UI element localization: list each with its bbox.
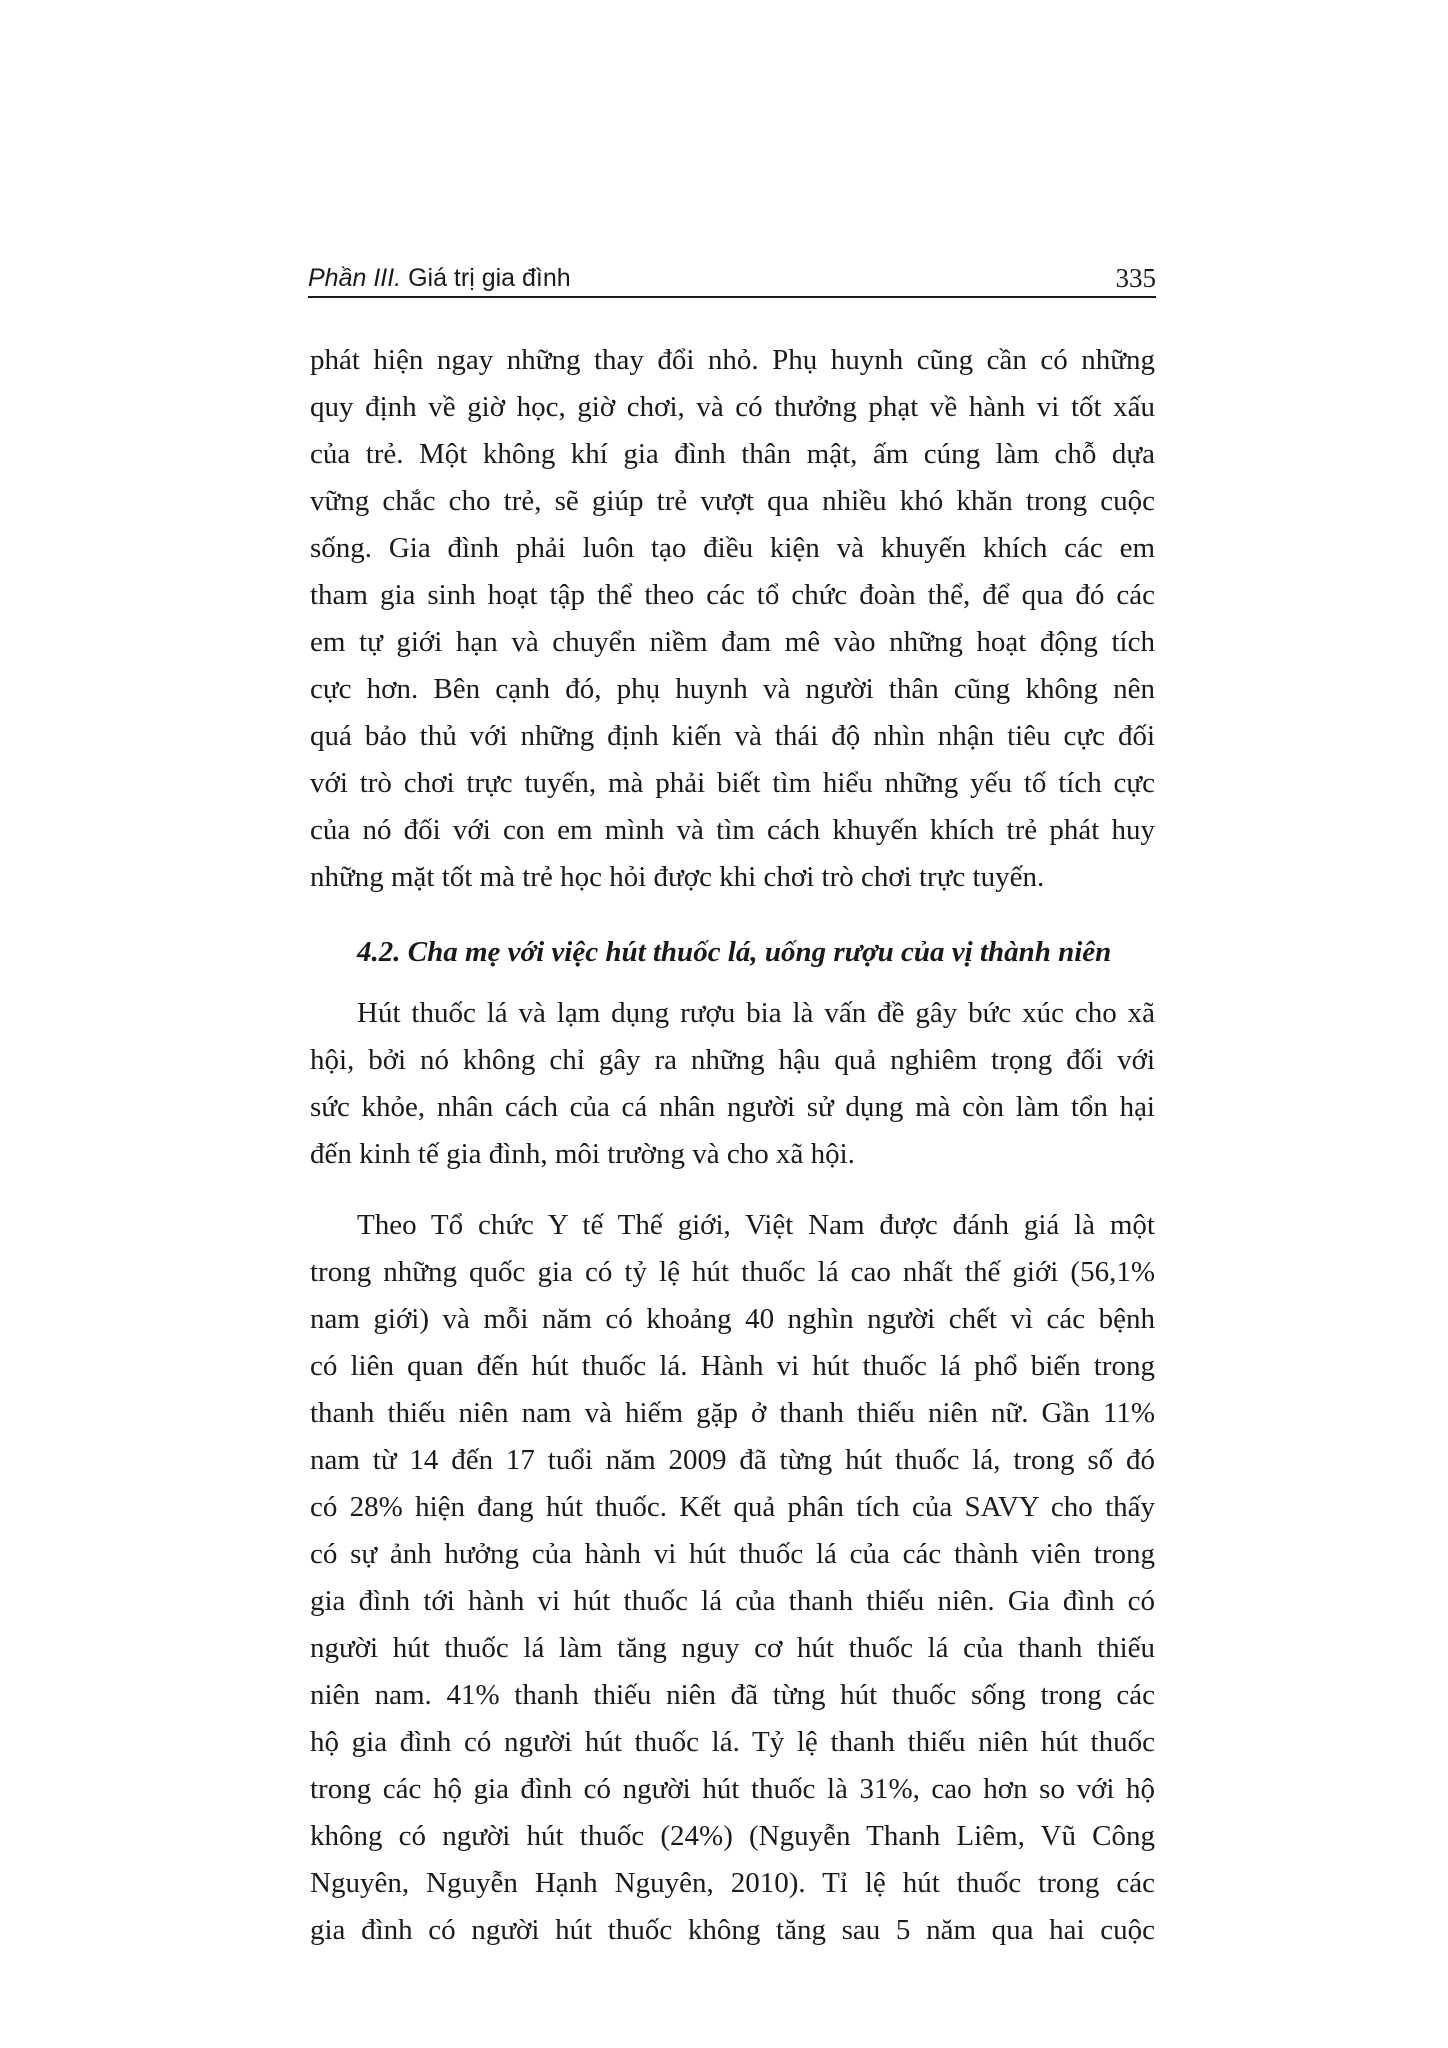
text-line: có sự ảnh hưởng của hành vi hút thuốc lá của các thành viên trong (310, 1538, 1155, 1570)
text-line: hộ gia đình có người hút thuốc lá. Tỷ lệ thanh thiếu niên hút thuốc (310, 1726, 1155, 1758)
paragraph-3 (310, 1202, 1155, 1954)
paragraph-gap (310, 901, 1155, 929)
paragraph-gap (310, 976, 1155, 990)
body-text (310, 337, 1155, 1954)
text-line: quy định về giờ học, giờ chơi, và có thưởng phạt về hành vi tốt xấu (310, 391, 1155, 423)
text-line: sống. Gia đình phải luôn tạo điều kiện và khuyến khích các em (310, 532, 1155, 564)
paragraph-1 (310, 337, 1155, 901)
section-heading: 4.2. Cha mẹ với việc hút thuốc lá, uống rượu của vị thành niên (357, 936, 1112, 968)
text-line: em tự giới hạn và chuyển niềm đam mê vào những hoạt động tích (310, 626, 1155, 658)
text-line: vững chắc cho trẻ, sẽ giúp trẻ vượt qua nhiều khó khăn trong cuộc (310, 485, 1155, 517)
text-line: cực hơn. Bên cạnh đó, phụ huynh và người thân cũng không nên (310, 673, 1155, 705)
text-line: Nguyên, Nguyễn Hạnh Nguyên, 2010). Tỉ lệ hút thuốc trong các (310, 1867, 1155, 1899)
text-line: với trò chơi trực tuyến, mà phải biết tìm hiểu những yếu tố tích cực (310, 767, 1155, 799)
text-line: không có người hút thuốc (24%) (Nguyễn Thanh Liêm, Vũ Công (310, 1820, 1155, 1852)
text-line: Hút thuốc lá và lạm dụng rượu bia là vấn đề gây bức xúc cho xã (357, 997, 1155, 1029)
text-line: có 28% hiện đang hút thuốc. Kết quả phân tích của SAVY cho thấy (310, 1491, 1155, 1523)
text-line: đến kinh tế gia đình, môi trường và cho xã hội. (310, 1138, 855, 1170)
text-line: tham gia sinh hoạt tập thể theo các tổ chức đoàn thể, để qua đó các (310, 579, 1155, 611)
text-line: có liên quan đến hút thuốc lá. Hành vi hút thuốc lá phổ biến trong (310, 1350, 1155, 1382)
page-number: 335 (1115, 263, 1156, 293)
text-line: nam giới) và mỗi năm có khoảng 40 nghìn người chết vì các bệnh (310, 1303, 1155, 1335)
text-line: trong những quốc gia có tỷ lệ hút thuốc lá cao nhất thế giới (56,1% (310, 1256, 1155, 1288)
text-line: phát hiện ngay những thay đổi nhỏ. Phụ huynh cũng cần có những (310, 344, 1155, 376)
header-section-title: Giá trị gia đình (408, 264, 571, 292)
header-section-label (308, 262, 571, 294)
paragraph-gap (310, 1178, 1155, 1202)
header-rule (308, 296, 1156, 298)
text-line: thanh thiếu niên nam và hiếm gặp ở thanh thiếu niên nữ. Gần 11% (310, 1397, 1155, 1429)
text-line: Theo Tổ chức Y tế Thế giới, Việt Nam được đánh giá là một (357, 1209, 1155, 1241)
paragraph-2 (310, 990, 1155, 1178)
text-line: gia đình có người hút thuốc không tăng sau 5 năm qua hai cuộc (310, 1914, 1155, 1946)
text-line: hội, bởi nó không chỉ gây ra những hậu quả nghiêm trọng đối với (310, 1044, 1155, 1076)
text-line: sức khỏe, nhân cách của cá nhân người sử dụng mà còn làm tổn hại (310, 1091, 1155, 1123)
text-line: của trẻ. Một không khí gia đình thân mật, ấm cúng làm chỗ dựa (310, 438, 1155, 470)
text-line: người hút thuốc lá làm tăng nguy cơ hút thuốc lá của thanh thiếu (310, 1632, 1155, 1664)
text-line: trong các hộ gia đình có người hút thuốc là 31%, cao hơn so với hộ (310, 1773, 1155, 1805)
text-line: gia đình tới hành vi hút thuốc lá của thanh thiếu niên. Gia đình có (310, 1585, 1155, 1617)
text-line: niên nam. 41% thanh thiếu niên đã từng hút thuốc sống trong các (310, 1679, 1155, 1711)
text-line: của nó đối với con em mình và tìm cách khuyến khích trẻ phát huy (310, 814, 1155, 846)
header-part-label: Phần III. (308, 264, 402, 292)
text-line: quá bảo thủ với những định kiến và thái độ nhìn nhận tiêu cực đối (310, 720, 1155, 752)
text-line: những mặt tốt mà trẻ học hỏi được khi chơi trò chơi trực tuyến. (310, 861, 1045, 893)
text-line: nam từ 14 đến 17 tuổi năm 2009 đã từng hút thuốc lá, trong số đó (310, 1444, 1155, 1476)
